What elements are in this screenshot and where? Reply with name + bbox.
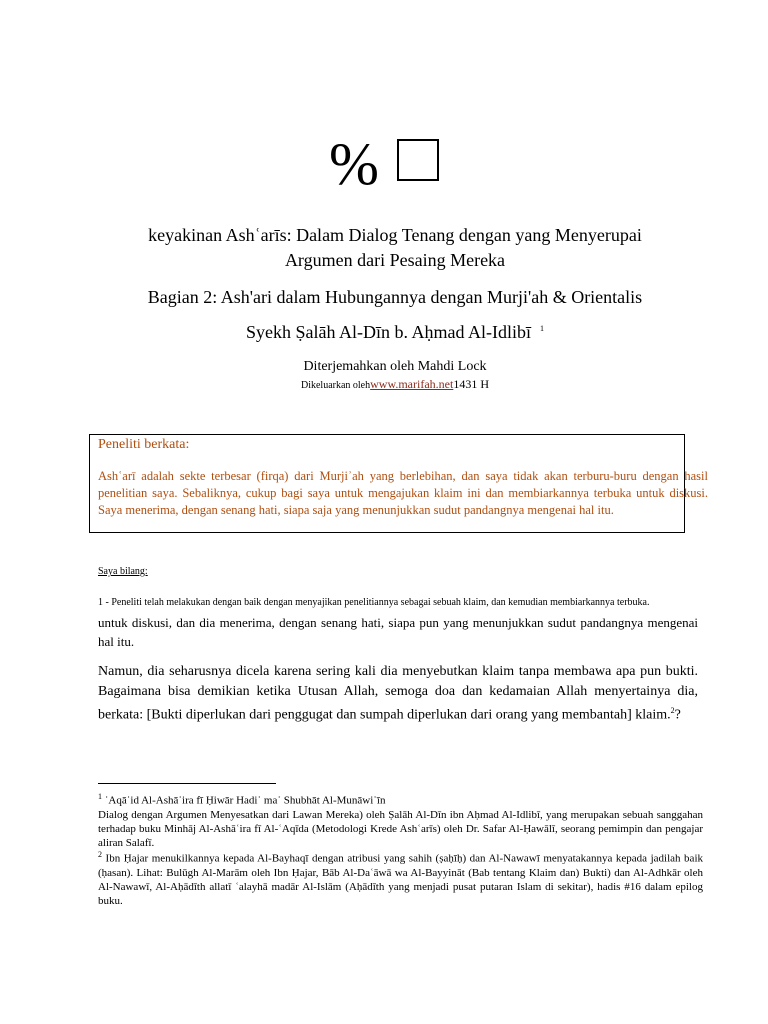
footnote-1-text: Dialog dengan Argumen Menyesatkan dari Lawan Mereka) oleh Ṣalāh Al-Dīn ibn Aḥmad Al-Idlibī, yang merupakan sebuah sanggahan terhadap buku Minhāj Al-Ashāʿira fī Al-ʿAqīda (Metodologi Krede Ashʿarīs) oleh Dr. Safar Al-Ḥawālī, seorang pemimpin dan pengajar aliran Salafī. (98, 808, 703, 850)
author-footnote-ref[interactable]: 1 (540, 324, 544, 333)
paragraph-2-text: Namun, dia seharusnya dicela karena sering kali dia menyebutkan klaim tanpa membawa apa pun bukti. Bagaimana bisa demikian ketika Utusan Allah, semoga doa dan kedamaian Allah menyertainya dia, berkata: [Bukti diperlukan dari penggugat dan sumpah diperlukan dari orang yang membantah] klaim. (98, 664, 698, 723)
author-line (0, 322, 768, 343)
footnote-2 (98, 848, 703, 908)
footnote-1-number: 1 (98, 792, 102, 801)
document-title (0, 223, 768, 272)
empty-square-icon (397, 139, 439, 181)
footnote-2-number: 2 (98, 850, 102, 859)
title-line-2: Argumen dari Pesaing Mereka (284, 250, 506, 270)
percent-glyph: % (329, 131, 379, 197)
paragraph-2 (98, 662, 698, 725)
header-glyphs (0, 128, 768, 200)
saya-bilang-heading: Saya bilang: (98, 566, 148, 577)
publisher-prefix: Dikeluarkan oleh (300, 380, 371, 391)
footnote-ref-2[interactable]: 2 (670, 706, 675, 715)
document-subtitle: Bagian 2: Ash'ari dalam Hubungannya dengan Murji'ah & Orientalis (147, 287, 643, 307)
paragraph-1: untuk diskusi, dan dia menerima, dengan senang hati, siapa pun yang menunjukkan sudut pandangnya mengenai hal itu. (98, 615, 698, 649)
author-name: Syekh Ṣalāh Al-Dīn b. Aḥmad Al-Idlibī (246, 322, 531, 342)
footnote-divider (98, 783, 276, 784)
quote-box (89, 434, 708, 533)
publisher-line (0, 377, 768, 392)
footnote-1-title: ʿAqāʾid Al-Ashāʿira fī Ḥiwār Hadiʾ maʿ Shubhāt Al-Munāwiʾīn (102, 794, 386, 807)
publisher-link[interactable]: www.marifah.net (370, 377, 454, 391)
point-1: 1 - Peneliti telah melakukan dengan baik dengan menyajikan penelitiannya sebagai sebuah klaim, dan kemudian membiarkannya terbuka. (98, 597, 650, 608)
title-line-1: keyakinan Ashʿarīs: Dalam Dialog Tenang dengan yang Menyerupai (148, 225, 642, 245)
footnote-1 (98, 790, 703, 850)
quote-box-label: Peneliti berkata: (98, 437, 190, 452)
quote-box-text: Ashʿarī adalah sekte terbesar (firqa) dari Murjiʾah yang berlebihan, dan saya tidak akan terburu-buru dengan hasil penelitian saya. Sebaliknya, cukup bagi saya untuk mengajukan klaim ini dan membiarkannya terbuka untuk diskusi. Saya menerima, dengan senang hati, siapa saja yang menunjukkan sudut pandangnya mengenai hal itu. (98, 469, 708, 517)
publisher-year: 1431 H (453, 377, 489, 391)
paragraph-2-end: ? (674, 707, 681, 723)
translator-line: Diterjemahkan oleh Mahdi Lock (303, 359, 487, 374)
footnote-2-text: Ibn Ḥajar menukilkannya kepada Al-Bayhaqī dengan atribusi yang sahih (ṣaḥīḥ) dan Al-Nawawī menyatakannya kepada jadilah baik (ḥasan). Lihat: Bulūgh Al-Marām oleh Ibn Ḥajar, Bāb Al-Daʿāwā wa Al-Bayyināt (Bab tentang Klaim dan) Bukti) dan Al-Adhkār oleh Al-Nawawī, Al-Aḥādīth allatī ʿalayhā madār Al-Islām (Aḥādīth yang menjadi pusat putaran Islam di sekitar), hadis #16 dalam epilog buku. (98, 852, 703, 908)
